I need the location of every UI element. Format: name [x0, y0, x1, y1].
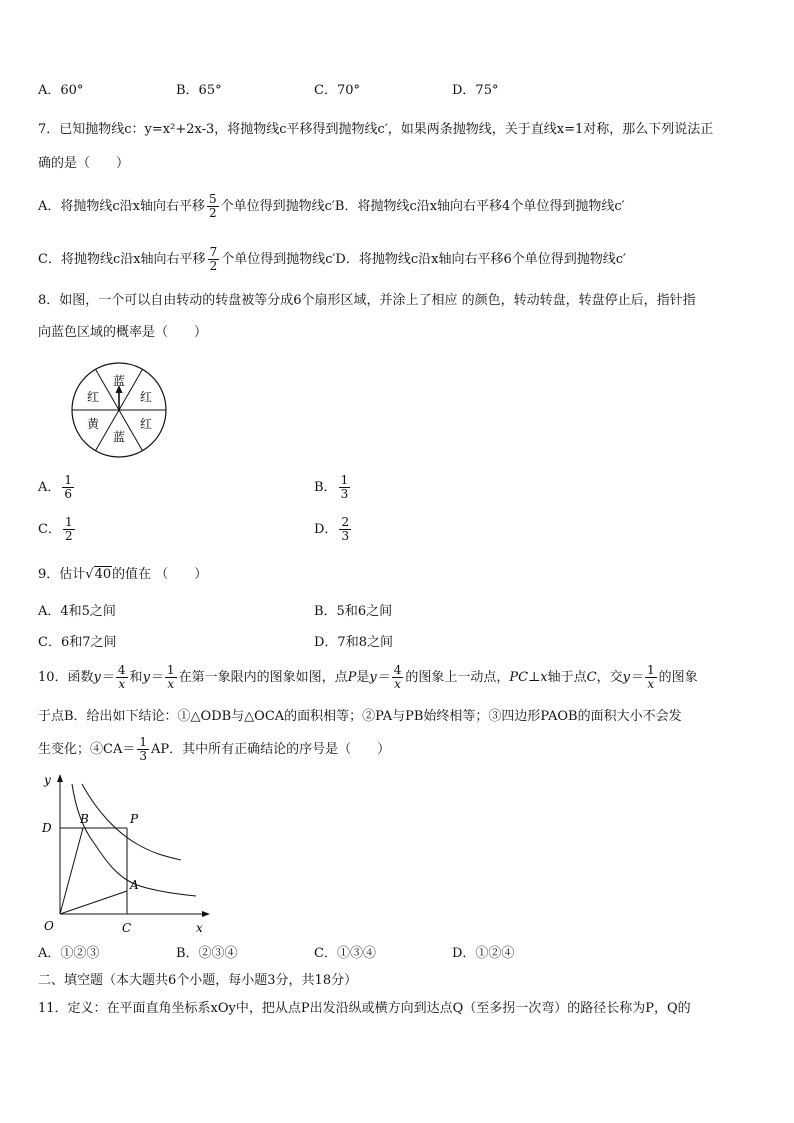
q10-math: P — [347, 670, 357, 685]
label-y: y — [44, 773, 51, 787]
q10-text: AP．其中所有正确结论的序号是（ ） — [150, 742, 391, 757]
spinner-label-lower-right: 红 — [139, 417, 153, 431]
q7-option-c-post: 个单位得到抛物线c′D．将抛物线c沿x轴向右平移6个单位得到抛物线c′ — [221, 252, 626, 267]
q7-options-ab — [38, 193, 625, 220]
q9-stem — [38, 566, 207, 584]
q9-stem-post: 的值在 （ ） — [112, 567, 208, 582]
frac-num: 5 — [209, 192, 217, 206]
frac-den: 3 — [340, 487, 349, 501]
frac-den: x — [167, 677, 175, 691]
sqrt-symbol: √40 — [85, 567, 112, 582]
frac-num: 1 — [64, 515, 73, 529]
frac-num: 4 — [393, 663, 402, 677]
frac-den: 2 — [64, 529, 73, 543]
option-label: D． — [314, 522, 338, 537]
option-fraction — [63, 516, 75, 543]
spinner-label-upper-right: 红 — [139, 390, 153, 404]
q6-option-b: B．65° — [176, 83, 222, 98]
y-axis-arrow-icon — [57, 774, 63, 782]
frac-den: x — [118, 677, 126, 691]
radicand: 40 — [94, 567, 112, 582]
q10-text: 是 — [356, 670, 370, 685]
q8-option-d — [314, 516, 353, 543]
q10-fraction — [137, 736, 149, 763]
q7-options-cd — [38, 246, 626, 273]
q10-text: 的图象上一动点， — [405, 670, 510, 685]
q10-math: C — [586, 670, 597, 685]
q7-stem-line2: 确的是（ ） — [38, 156, 130, 171]
spinner-label-upper-left: 红 — [86, 390, 100, 404]
q6-option-a: A．60° — [38, 83, 84, 98]
frac-den: 2 — [209, 259, 218, 273]
frac-den: x — [394, 677, 401, 691]
frac-den: 3 — [341, 529, 350, 543]
frac-num: 7 — [209, 245, 218, 259]
q9-stem-pre: 9．估计 — [38, 567, 86, 582]
segment-OB — [60, 828, 83, 914]
frac-num: 1 — [64, 473, 73, 487]
segment-OA — [60, 891, 127, 914]
q8-option-a — [38, 474, 76, 501]
q10-fraction — [392, 664, 404, 691]
q6-option-d: D．75° — [452, 83, 499, 98]
q7-option-a-post: 个单位得到抛物线c′B．将抛物线c沿x轴向右平移4个单位得到抛物线c′ — [220, 199, 625, 214]
option-label: B． — [314, 480, 337, 495]
q10-stem-line2: 于点B．给出如下结论：①△ODB与△OCA的面积相等；②PA与PB始终相等；③四边形PAOB的面积大小不会发 — [38, 709, 682, 724]
option-label: C． — [38, 522, 61, 537]
q10-math: y＝ — [369, 670, 390, 685]
frac-num: 1 — [646, 663, 655, 677]
label-D: D — [42, 821, 52, 835]
q10-math: y＝ — [142, 670, 163, 685]
frac-den: 2 — [209, 206, 217, 220]
frac-num: 2 — [341, 515, 350, 529]
option-fraction — [339, 516, 351, 543]
q10-text: 和 — [129, 670, 143, 685]
option-fraction — [339, 474, 351, 501]
label-x: x — [196, 921, 203, 935]
q10-fraction — [116, 664, 128, 691]
q7-option-c-fraction — [208, 246, 220, 273]
q10-math: y＝ — [622, 670, 643, 685]
label-A: A — [130, 878, 139, 892]
frac-num: 1 — [340, 473, 349, 487]
frac-den: x — [647, 677, 655, 691]
q10-option-d: D．①②④ — [452, 946, 515, 961]
q10-option-c: C．①③④ — [314, 946, 376, 961]
q10-fraction — [645, 664, 657, 691]
q7-option-c-pre: C．将抛物线c沿x轴向右平移 — [38, 252, 206, 267]
section-2-heading: 二、填空题（本大题共6个小题，每小题3分，共18分） — [38, 973, 358, 988]
spinner-figure — [66, 361, 174, 463]
frac-num: 4 — [117, 663, 126, 677]
q10-math: PC⊥x — [509, 670, 548, 685]
q10-graph — [36, 770, 216, 940]
q8-stem-line2: 向蓝色区域的概率是（ ） — [38, 325, 208, 340]
q11-stem-line1: 11．定义：在平面直角坐标系xOy中，把从点P出发沿纵或横方向到达点Q（至多拐一次弯）的路径长称为P，Q的 — [38, 1001, 691, 1016]
x-axis-arrow-icon — [202, 911, 210, 917]
q9-option-a: A．4和5之间 — [38, 604, 116, 619]
frac-den: 6 — [64, 487, 73, 501]
q10-option-b: B．②③④ — [176, 946, 238, 961]
label-C: C — [122, 921, 132, 935]
q10-text: ，交 — [596, 670, 623, 685]
option-label: A． — [38, 480, 61, 495]
q8-option-c — [38, 516, 77, 543]
q10-stem-line3 — [38, 736, 390, 763]
frac-den: 3 — [139, 749, 147, 763]
spinner-label-top: 蓝 — [112, 374, 126, 388]
label-P: P — [130, 812, 139, 826]
q10-stem-line1 — [38, 664, 698, 691]
q10-text: 10．函数 — [38, 670, 94, 685]
q10-text: 轴于点 — [547, 670, 587, 685]
q7-option-a-fraction — [207, 193, 219, 220]
spinner-label-lower-left: 黄 — [86, 417, 100, 431]
q10-text: 生变化；④CA＝ — [38, 742, 136, 757]
q9-option-c: C．6和7之间 — [38, 635, 117, 650]
spinner-label-bottom: 蓝 — [112, 430, 126, 444]
frac-num: 1 — [166, 663, 175, 677]
q10-text: 在第一象限内的图象如图，点 — [178, 670, 348, 685]
frac-num: 1 — [139, 735, 147, 749]
q6-option-c: C．70° — [314, 83, 360, 98]
q9-option-b: B．5和6之间 — [314, 604, 393, 619]
label-O: O — [44, 919, 54, 933]
q10-text: 的图象 — [658, 670, 698, 685]
q7-option-a-pre: A．将抛物线c沿x轴向右平移 — [38, 199, 206, 214]
q10-fraction — [165, 664, 177, 691]
q10-option-a: A．①②③ — [38, 946, 100, 961]
q7-stem-line1: 7．已知抛物线c：y=x²+2x-3，将抛物线c平移得到抛物线c′，如果两条抛物线，关于直线x=1对称，那么下列说法正 — [38, 122, 714, 137]
label-B: B — [80, 812, 89, 826]
q9-option-d: D．7和8之间 — [314, 635, 393, 650]
option-fraction — [62, 474, 74, 501]
q10-math: y＝ — [93, 670, 114, 685]
q8-option-b — [314, 474, 352, 501]
q8-stem-line1: 8．如图，一个可以自由转动的转盘被等分成6个扇形区域，并涂上了相应 的颜色，转动转盘，转盘停止后，指针指 — [38, 293, 696, 308]
